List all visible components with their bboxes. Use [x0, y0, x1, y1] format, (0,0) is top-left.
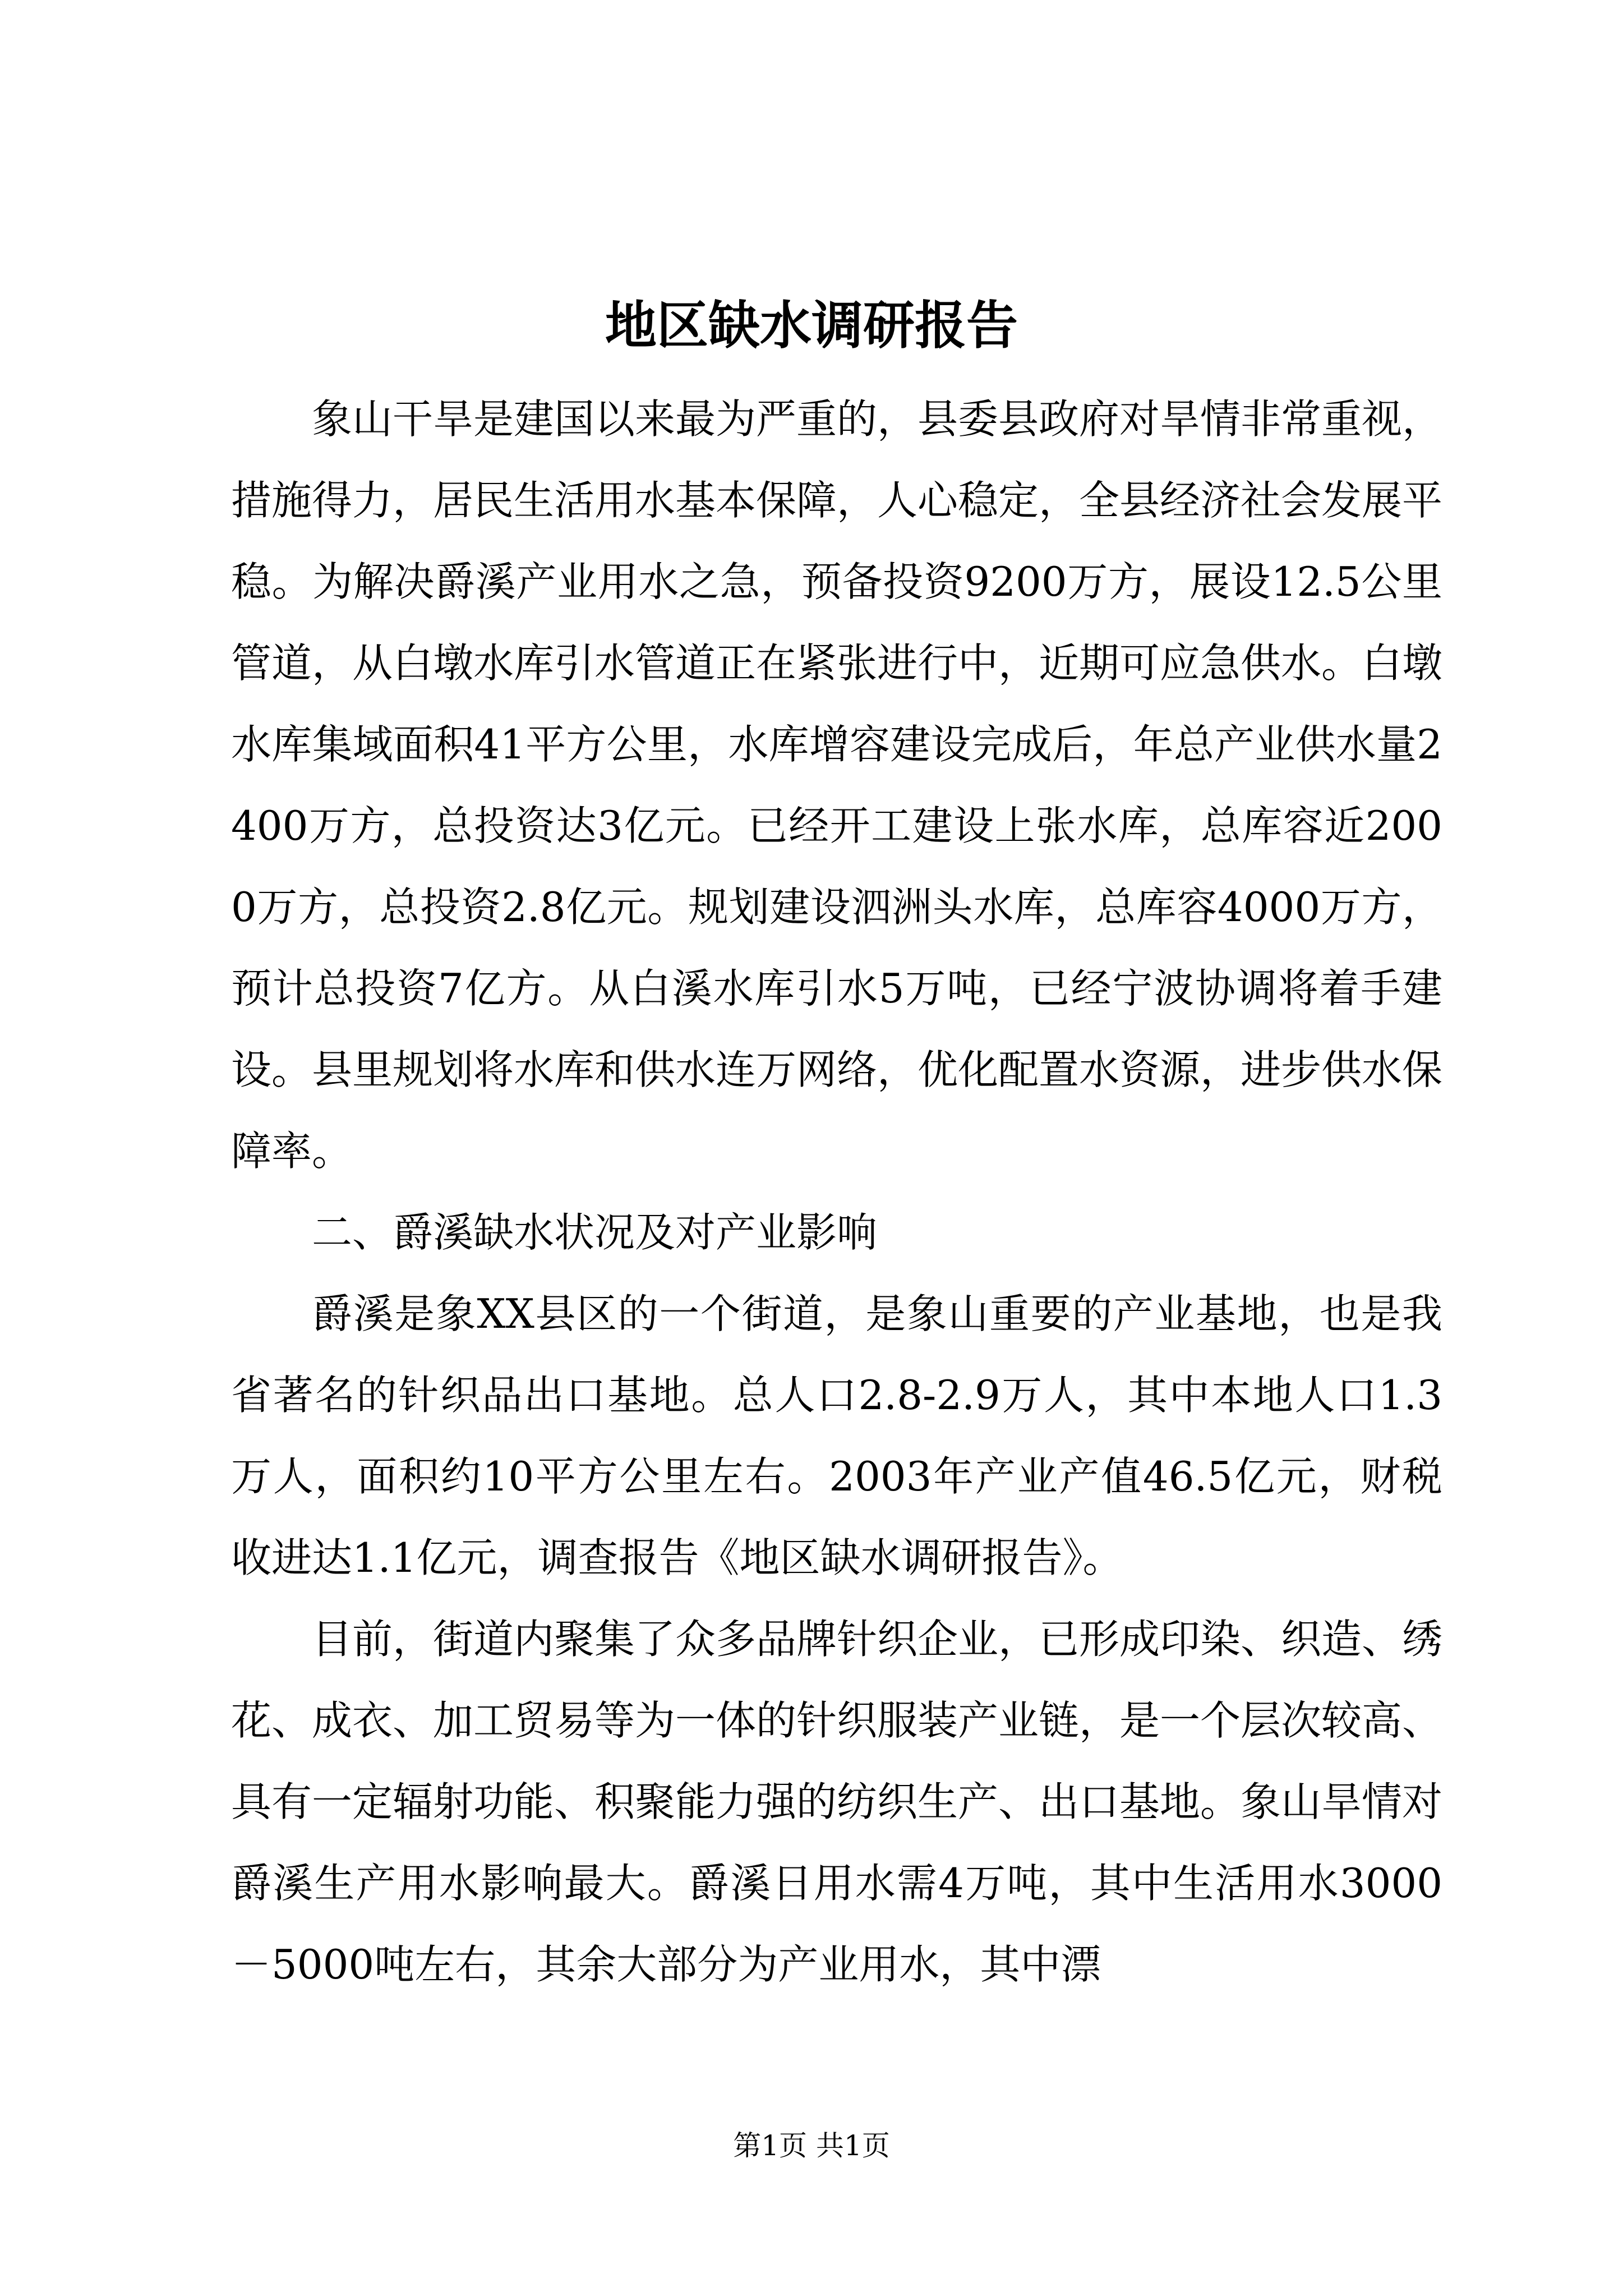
- paragraph-jiexi-overview: 爵溪是象XX县区的一个街道，是象山重要的产业基地，也是我省著名的针织品出口基地。总人口2.8-2.9万人，其中本地人口1.3万人，面积约10平方公里左右。2003年产业产值46.5亿元，财税收进达1.1亿元，调查报告《地区缺水调研报告》。: [231, 1290, 1442, 1581]
- paragraph-intro: 象山干旱是建国以来最为严重的，县委县政府对旱情非常重视，措施得力，居民生活用水基本保障，人心稳定，全县经济社会发展平稳。为解决爵溪产业用水之急，预备投资9200万方，展设12.5公里管道，从白墩水库引水管道正在紧张进行中，近期可应急供水。白墩水库集域面积41平方公里，水库增容建设完成后，年总产业供水量2400万方，总投资达3亿元。已经开工建设上张水库，总库容近2000万方，总投资2.8亿元。规划建设泗洲头水库，总库容4000万方，预计总投资7亿方。从白溪水库引水5万吨，已经宁波协调将着手建设。县里规划将水库和供水连万网络，优化配置水资源，进步供水保障率。: [231, 395, 1443, 1175]
- section-heading: 二、爵溪缺水状况及对产业影响: [312, 1209, 878, 1256]
- document-title: 地区缺水调研报告: [605, 295, 1018, 356]
- paragraph-industry-water: 目前，街道内聚集了众多品牌针织企业，已形成印染、织造、绣花、成衣、加工贸易等为一体的针织服装产业链，是一个层次较高、具有一定辐射功能、积聚能力强的纺织生产、出口基地。象山旱情对爵溪生产用水影响最大。爵溪日用水需4万吨，其中生活用水3000－5000吨左右，其余大部分为产业用水，其中漂: [231, 1616, 1443, 1988]
- page-footer: 第1页 共1页: [733, 2129, 890, 2162]
- document-body: [231, 379, 1442, 2005]
